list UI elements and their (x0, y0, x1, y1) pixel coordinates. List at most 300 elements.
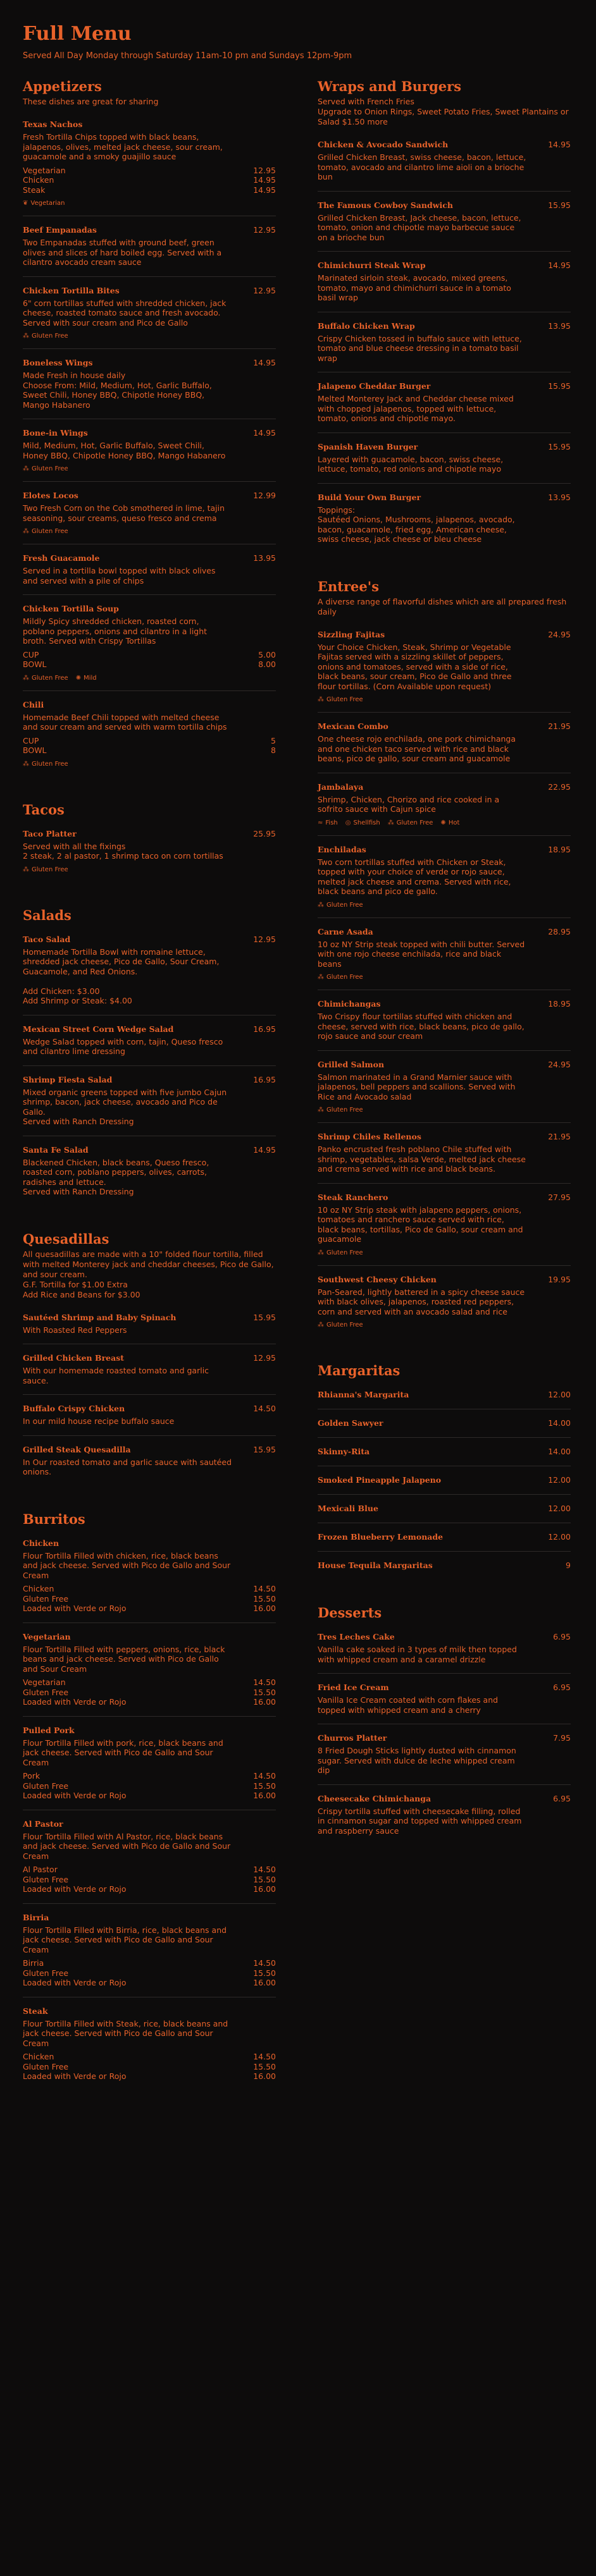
dietary-tag (318, 1107, 363, 1113)
menu-item-price: 25.95 (253, 828, 276, 838)
menu-item[interactable] (23, 481, 276, 544)
option-label: Gluten Free (23, 1593, 69, 1604)
menu-item-price: 27.95 (548, 1192, 571, 1202)
menu-item-name: Steak (23, 2006, 48, 2016)
menu-item[interactable] (318, 1437, 571, 1466)
menu-item-price: 15.95 (253, 1444, 276, 1454)
menu-item-header (318, 1060, 571, 1070)
section-title: Margaritas (318, 1363, 400, 1378)
menu-item-option (23, 650, 276, 660)
menu-item[interactable] (318, 1494, 571, 1523)
menu-item-price: 6.95 (553, 1683, 571, 1692)
menu-item-options (23, 1771, 276, 1801)
menu-item-header (318, 1794, 571, 1804)
menu-item-option (23, 2052, 276, 2062)
dietary-tag (318, 1322, 363, 1328)
menu-item-header (23, 1024, 276, 1034)
menu-item[interactable] (318, 432, 571, 483)
menu-item-option (23, 1697, 276, 1707)
menu-item-header (23, 1445, 276, 1455)
option-label: BOWL (23, 745, 47, 755)
menu-item[interactable] (318, 1551, 571, 1579)
menu-item-name: Mexicali Blue (318, 1504, 378, 1513)
menu-item-header (318, 1561, 571, 1571)
menu-item-description: Flour Tortilla Filled with peppers, onions, rice, black beans and jack cheese. Served with Pico de Gallo and Sour Cream (23, 1644, 225, 1674)
menu-item-option (23, 1594, 276, 1604)
fish-icon: ≈ (318, 819, 323, 826)
menu-item[interactable] (23, 1530, 276, 1622)
menu-item[interactable] (23, 544, 276, 594)
menu-item-price: 19.95 (548, 1274, 571, 1284)
menu-item-price: 22.95 (548, 782, 571, 792)
option-price: 14.95 (253, 175, 276, 185)
menu-item-name: Spanish Haven Burger (318, 441, 418, 451)
dietary-tag (318, 696, 363, 703)
menu-item-header (318, 1532, 571, 1542)
dietary-tag-label: Gluten Free (32, 465, 68, 472)
menu-item-name: Churros Platter (318, 1733, 387, 1743)
wheat-icon: ⁂ (318, 901, 324, 909)
menu-item-description: Served with all the fixings 2 steak, 2 al pastor, 1 shrimp taco on corn tortillas (23, 841, 223, 861)
option-price: 15.50 (253, 2061, 276, 2071)
dietary-tag (318, 819, 338, 826)
menu-item-name: Grilled Salmon (318, 1059, 385, 1069)
menu-item-description: Flour Tortilla Filled with pork, rice, black beans and jack cheese. Served with Pico de Gallo and Sour Cream (23, 1738, 223, 1767)
dietary-tag (318, 1249, 363, 1256)
menu-item-header (318, 845, 571, 855)
menu-item-price: 13.95 (548, 321, 571, 331)
menu-item-name: Carne Asada (318, 926, 373, 936)
menu-item-option (23, 175, 276, 185)
menu-item-tags (318, 696, 571, 703)
menu-item-price: 18.95 (548, 844, 571, 854)
menu-item-description: Blackened Chicken, black beans, Queso fresco, roasted corn, poblano peppers, olives, carrots, radishes and lettuce. Served with Ranch Dressing (23, 1157, 209, 1196)
menu-item[interactable] (318, 1784, 571, 1845)
menu-item[interactable] (23, 1065, 276, 1136)
menu-item-header (23, 1726, 276, 1736)
menu-item-description: Marinated sirloin steak, avocado, mixed greens, tomato, mayo and chimichurri sauce in a tomato basil wrap (318, 273, 511, 302)
menu-item-header (23, 428, 276, 438)
menu-item-price: 12.00 (548, 1504, 571, 1513)
menu-item[interactable] (23, 1716, 276, 1810)
menu-item-header (23, 700, 276, 710)
wheat-icon: ⁂ (318, 1249, 324, 1256)
menu-item-description: Mixed organic greens topped with five jumbo Cajun shrimp, bacon, jack cheese, avocado and Pico de Gallo. Served with Ranch Dressing (23, 1087, 227, 1126)
menu-item-option (23, 745, 276, 756)
dietary-tag (318, 974, 363, 981)
dietary-tag (23, 761, 68, 768)
option-label: Vegetarian (23, 165, 66, 175)
option-price: 15.50 (253, 1874, 276, 1884)
menu-item-header (318, 1275, 571, 1285)
option-price: 8.00 (258, 659, 276, 669)
option-price: 16.00 (253, 1604, 276, 1613)
menu-item-description: In our mild house recipe buffalo sauce (23, 1416, 175, 1426)
menu-item-description: With Roasted Red Peppers (23, 1325, 127, 1335)
menu-item-price: 24.95 (548, 1059, 571, 1069)
dietary-tag (23, 333, 68, 340)
menu-item-header (23, 1913, 276, 1923)
section-title: Desserts (318, 1605, 382, 1621)
menu-item-option (23, 1771, 276, 1781)
menu-item[interactable] (23, 1015, 276, 1065)
menu-item[interactable] (318, 1466, 571, 1494)
menu-item-header (318, 630, 571, 640)
menu-item-description: In Our roasted tomato and garlic sauce with sautéed onions. (23, 1457, 232, 1476)
menu-item-name: Grilled Steak Quesadilla (23, 1444, 131, 1454)
menu-item-description: Pan-Seared, lightly battered in a spicy cheese sauce with black olives, jalapenos, roasted red peppers, corn and served with an avocado salad and rice (318, 1287, 525, 1316)
menu-item[interactable] (318, 372, 571, 432)
menu-section-burritos (23, 1511, 276, 2090)
menu-section-appetizers (23, 78, 276, 776)
option-price: 14.50 (253, 1958, 276, 1968)
menu-item-header (23, 1145, 276, 1155)
menu-item[interactable] (318, 312, 571, 372)
menu-item-name: Taco Salad (23, 934, 71, 944)
menu-item-header (318, 140, 571, 150)
menu-item-name: Chicken & Avocado Sandwich (318, 140, 449, 149)
menu-item[interactable] (23, 1997, 276, 2090)
menu-item-price: 14.00 (548, 1447, 571, 1456)
menu-item[interactable] (23, 594, 276, 690)
menu-item-description: Vanilla cake soaked in 3 types of milk then topped with whipped cream and a caramel drizzle (318, 1645, 517, 1664)
dietary-tag (23, 675, 68, 682)
menu-section-salads (23, 907, 276, 1206)
menu-item[interactable] (318, 1381, 571, 1409)
menu-item-name: Mexican Combo (318, 721, 388, 731)
menu-item-price: 14.95 (253, 428, 276, 438)
menu-item-header (23, 1632, 276, 1642)
menu-item[interactable] (318, 483, 571, 553)
menu-item[interactable] (23, 1136, 276, 1206)
menu-item-description: Wedge Salad topped with corn, tajin, Queso fresco and cilantro lime dressing (23, 1036, 223, 1056)
menu-item-name: Santa Fe Salad (23, 1144, 89, 1155)
section-title: Wraps and Burgers (318, 78, 462, 94)
menu-item-tags (23, 675, 276, 682)
menu-item-description: Two Crispy flour tortillas stuffed with chicken and cheese, served with rice, black beans, pico de gallo, rojo sauce and sour cream (318, 1012, 525, 1041)
menu-item-name: Fried Ice Cream (318, 1683, 389, 1692)
menu-item[interactable] (23, 820, 276, 882)
menu-item-description: Salmon marinated in a Grand Marnier sauce with jalapenos, bell peppers and scallions. Served with Rice and Avocado salad (318, 1072, 516, 1101)
option-price: 5.00 (258, 649, 276, 659)
menu-item-name: Shrimp Chiles Rellenos (318, 1132, 421, 1141)
menu-item[interactable] (23, 419, 276, 481)
menu-item-description: With our homemade roasted tomato and garlic sauce. (23, 1366, 209, 1385)
menu-item-tags (318, 1322, 571, 1328)
menu-item[interactable] (23, 1622, 276, 1716)
option-price: 15.50 (253, 1781, 276, 1791)
page-title: Full Menu (23, 23, 132, 45)
option-label: Gluten Free (23, 1874, 69, 1884)
option-price: 16.00 (253, 1978, 276, 1987)
menu-item-header (23, 935, 276, 945)
wheat-icon: ⁂ (318, 696, 324, 703)
menu-item-name: Jambalaya (318, 782, 364, 792)
section-title: Salads (23, 907, 71, 923)
menu-item-name: Boneless Wings (23, 358, 93, 367)
wheat-icon: ⁂ (318, 974, 324, 981)
option-price: 15.50 (253, 1968, 276, 1978)
menu-item-name: Vegetarian (23, 1631, 71, 1641)
menu-item-description: Your Choice Chicken, Steak, Shrimp or Vegetable Fajitas served with a sizzling skillet of peppers, onions and tomatoes, served with a side of rice, black beans, sour cream, Pico de Gallo and three flour tortillas. (Corn Available upon request) (318, 642, 512, 691)
menu-item[interactable] (318, 1122, 571, 1183)
menu-item-name: Pulled Pork (23, 1725, 75, 1735)
menu-item-description: 10 oz NY Strip steak with jalapeno peppers, onions, tomatoes and ranchero sauce served with rice, black beans, tortillas, Pico de Gallo, sour cream and guacamole (318, 1205, 523, 1244)
menu-item[interactable] (23, 348, 276, 419)
dietary-tag-label: Gluten Free (326, 1107, 363, 1113)
dietary-tag (23, 866, 68, 873)
menu-item-header (318, 442, 571, 452)
menu-item[interactable] (318, 1523, 571, 1551)
dietary-tag-label: Gluten Free (326, 1249, 363, 1256)
dietary-tag-label: Gluten Free (32, 528, 68, 535)
menu-item-name: Sizzling Fajitas (318, 629, 385, 639)
option-label: Vegetarian (23, 1677, 66, 1687)
menu-item-header (23, 491, 276, 501)
menu-item-description: Shrimp, Chicken, Chorizo and rice cooked in a sofrito sauce with Cajun spice (318, 794, 500, 814)
menu-item[interactable] (318, 1623, 571, 1673)
menu-item[interactable] (318, 990, 571, 1050)
menu-item[interactable] (318, 621, 571, 713)
menu-item-option (23, 2062, 276, 2072)
menu-item[interactable] (318, 131, 571, 191)
menu-item-options (23, 1865, 276, 1894)
menu-item[interactable] (23, 690, 276, 776)
menu-item-name: Smoked Pineapple Jalapeno (318, 1475, 442, 1485)
option-price: 14.50 (253, 1677, 276, 1687)
menu-item[interactable] (23, 1304, 276, 1344)
menu-item-header (23, 1404, 276, 1414)
option-label: Chicken (23, 2052, 54, 2061)
menu-item-name: Chimichurri Steak Wrap (318, 261, 426, 270)
menu-item-name: Chicken (23, 1538, 59, 1548)
menu-item-option (23, 1968, 276, 1978)
menu-item-header (23, 358, 276, 368)
menu-item-name: Rhianna's Margarita (318, 1390, 409, 1399)
menu-item[interactable] (23, 111, 276, 216)
menu-item[interactable] (23, 926, 276, 1015)
menu-item-description: Grilled Chicken Breast, Jack cheese, bacon, lettuce, tomato, onion and chipotle mayo barbecue sauce on a brioche bun (318, 212, 521, 242)
option-price: 5 (271, 735, 276, 745)
menu-item-name: Birria (23, 1912, 49, 1922)
menu-item-price: 12.95 (253, 1353, 276, 1363)
dietary-tag-label: Gluten Free (32, 333, 68, 340)
menu-item-price: 15.95 (548, 200, 571, 210)
option-label: Loaded with Verde or Rojo (23, 1697, 127, 1707)
menu-item-header (318, 200, 571, 211)
menu-item[interactable] (23, 216, 276, 276)
menu-item-name: Tres Leches Cake (318, 1632, 395, 1641)
menu-item-tags (318, 819, 571, 826)
menu-item-tags (318, 902, 571, 909)
dietary-tag (345, 819, 380, 826)
option-label: Chicken (23, 1584, 54, 1593)
menu-item-header (318, 321, 571, 331)
menu-item[interactable] (318, 1673, 571, 1724)
menu-item-header (318, 721, 571, 732)
menu-item-header (318, 1632, 571, 1642)
menu-item-price: 12.00 (548, 1532, 571, 1542)
menu-item-description: Toppings: Sautéed Onions, Mushrooms, jalapenos, avocado, bacon, guacamole, fried egg, American cheese, swiss cheese, jack cheese or bleu cheese (318, 505, 515, 544)
menu-item-description: Fresh Tortilla Chips topped with black beans, jalapenos, olives, melted jack cheese, sour cream, guacamole and a smoky guajillo sauce (23, 132, 223, 161)
dietary-tag (23, 528, 68, 535)
dietary-tag-label: Gluten Free (326, 974, 363, 981)
page-subtitle: Served All Day Monday through Saturday 11am-10 pm and Sundays 12pm-9pm (23, 51, 352, 61)
section-subtitle: These dishes are great for sharing (23, 97, 159, 106)
menu-item[interactable] (318, 835, 571, 917)
menu-item[interactable] (318, 251, 571, 312)
menu-item[interactable] (318, 1409, 571, 1437)
menu-item[interactable] (318, 1183, 571, 1265)
menu-item-name: Shrimp Fiesta Salad (23, 1074, 113, 1084)
menu-item[interactable] (318, 917, 571, 990)
menu-item-price: 12.95 (253, 934, 276, 944)
wheat-icon: ⁂ (23, 333, 29, 340)
menu-item-description: Two Empanadas stuffed with ground beef, green olives and slices of hard boiled egg. Served with a cilantro avocado cream sauce (23, 238, 222, 267)
menu-item-name: Grilled Chicken Breast (23, 1353, 125, 1363)
menu-item-price: 21.95 (548, 721, 571, 731)
dietary-tag-label: Gluten Free (326, 1322, 363, 1328)
dietary-tag-label: Mild (84, 674, 97, 682)
option-label: Loaded with Verde or Rojo (23, 1978, 127, 1987)
menu-item[interactable] (23, 276, 276, 349)
dietary-tag-label: Gluten Free (326, 901, 363, 909)
menu-item-name: Texas Nachos (23, 120, 83, 129)
menu-section-margaritas (318, 1363, 571, 1579)
menu-item-header (318, 261, 571, 271)
option-price: 15.50 (253, 1593, 276, 1604)
menu-item[interactable] (23, 1903, 276, 1997)
menu-item-price: 15.95 (548, 381, 571, 391)
menu-item-header (318, 999, 571, 1009)
menu-item[interactable] (23, 1435, 276, 1486)
menu-item-name: Jalapeno Cheddar Burger (318, 381, 431, 391)
menu-item-description: Flour Tortilla Filled with Steak, rice, black beans and jack cheese. Served with Pico de Gallo and Sour Cream (23, 2018, 228, 2048)
menu-item-price: 14.95 (548, 140, 571, 149)
menu-item-option (23, 659, 276, 670)
menu-item-price: 13.95 (548, 492, 571, 502)
menu-item-name: Buffalo Crispy Chicken (23, 1404, 125, 1413)
dietary-tag-label: Gluten Free (32, 866, 68, 873)
menu-item-options (23, 736, 276, 756)
section-title: Burritos (23, 1511, 85, 1527)
menu-item-option (23, 1677, 276, 1688)
menu-item-header (23, 829, 276, 839)
menu-item-header (318, 1475, 571, 1485)
option-label: CUP (23, 649, 39, 659)
menu-item-header (23, 553, 276, 563)
menu-section-quesadillas (23, 1231, 276, 1486)
menu-item[interactable] (318, 1265, 571, 1338)
menu-item-header (23, 225, 276, 235)
option-price: 16.00 (253, 1884, 276, 1894)
dietary-tag (440, 819, 459, 826)
menu-item-name: Chili (23, 699, 44, 709)
menu-item-price: 15.95 (253, 1312, 276, 1322)
menu-item-price: 14.95 (253, 1144, 276, 1155)
menu-item-name: Elotes Locos (23, 491, 78, 500)
menu-item-option (23, 736, 276, 746)
menu-item-description: Made Fresh in house daily Choose From: Mild, Medium, Hot, Garlic Buffalo, Sweet Chili, Honey BBQ, Chipotle Honey BBQ, Mango Habanero (23, 371, 212, 410)
menu-item-option (23, 1978, 276, 1988)
option-label: Chicken (23, 175, 54, 185)
menu-item-header (23, 604, 276, 614)
option-price: 14.95 (253, 185, 276, 195)
menu-item[interactable] (318, 773, 571, 835)
menu-item-header (318, 1193, 571, 1203)
menu-section-desserts (318, 1605, 571, 1844)
menu-item-tags (23, 761, 276, 768)
menu-item-price: 6.95 (553, 1632, 571, 1641)
menu-item-option (23, 1604, 276, 1614)
menu-item-price: 7.95 (553, 1733, 571, 1743)
pepper-icon: ✺ (75, 674, 82, 682)
wheat-icon: ⁂ (23, 528, 29, 535)
menu-item-name: Chicken Tortilla Soup (23, 604, 119, 613)
menu-item[interactable] (23, 1394, 276, 1435)
menu-item-name: Chicken Tortilla Bites (23, 285, 120, 295)
menu-item-description: Mild, Medium, Hot, Garlic Buffalo, Sweet Chili, Honey BBQ, Chipotle Honey BBQ, Mango Habanero (23, 441, 226, 460)
option-label: Gluten Free (23, 2061, 69, 2071)
menu-item-description: Vanilla Ice Cream coated with corn flakes and topped with whipped cream and a cherry (318, 1695, 499, 1715)
menu-item[interactable] (23, 1810, 276, 1903)
shellfish-icon: ◎ (345, 819, 351, 826)
menu-item[interactable] (23, 1344, 276, 1394)
menu-item-name: Beef Empanadas (23, 225, 97, 235)
menu-item-name: Al Pastor (23, 1819, 63, 1829)
menu-item[interactable] (318, 1050, 571, 1123)
menu-item-header (318, 1504, 571, 1514)
option-price: 14.50 (253, 1584, 276, 1593)
menu-item-description: Served in a tortilla bowl topped with black olives and served with a pile of chips (23, 566, 216, 586)
section-subtitle: All quesadillas are made with a 10" folded flour tortilla, filled with melted Monterey jack and cheddar cheeses, Pico de Gallo, and sour cream. G.F. Tortilla for $1.00 Extra Add Rice and Beans for $3.00 (23, 1249, 274, 1299)
option-price: 14.50 (253, 1771, 276, 1781)
option-label: Loaded with Verde or Rojo (23, 1604, 127, 1613)
menu-item-options (23, 1584, 276, 1614)
menu-item-header (23, 286, 276, 296)
wheat-icon: ⁂ (318, 1322, 324, 1328)
menu-item-price: 12.95 (253, 285, 276, 295)
menu-item[interactable] (318, 712, 571, 773)
menu-item-option (23, 2071, 276, 2082)
menu-item-price: 15.95 (548, 441, 571, 451)
menu-item-tags (318, 1249, 571, 1256)
option-label: BOWL (23, 659, 47, 669)
section-title: Appetizers (23, 78, 102, 94)
menu-item-price: 12.99 (253, 491, 276, 500)
menu-item-tags (23, 528, 276, 535)
menu-item-description: One cheese rojo enchilada, one pork chimichanga and one chicken taco served with rice and black beans, pico de gallo, sour cream and guacamole (318, 734, 516, 763)
menu-item-options (23, 1958, 276, 1988)
option-label: Loaded with Verde or Rojo (23, 1884, 127, 1894)
option-price: 16.00 (253, 1697, 276, 1707)
right-column (318, 78, 571, 2116)
menu-item-description: Mildly Spicy shredded chicken, roasted corn, poblano peppers, onions and cilantro in a light broth. Served with Crispy Tortillas (23, 616, 208, 646)
menu-item-name: Buffalo Chicken Wrap (318, 321, 415, 331)
wheat-icon: ⁂ (23, 760, 29, 768)
option-price: 15.50 (253, 1687, 276, 1697)
option-label: Birria (23, 1958, 44, 1968)
menu-item-name: Mexican Street Corn Wedge Salad (23, 1024, 174, 1034)
menu-item-price: 12.00 (548, 1475, 571, 1485)
menu-columns (23, 78, 573, 2116)
wheat-icon: ⁂ (23, 674, 29, 682)
menu-item-tags (23, 465, 276, 472)
menu-section-wraps-and-burgers (318, 78, 571, 553)
menu-item[interactable] (318, 191, 571, 252)
dietary-tag (23, 465, 68, 472)
menu-item[interactable] (318, 1724, 571, 1784)
